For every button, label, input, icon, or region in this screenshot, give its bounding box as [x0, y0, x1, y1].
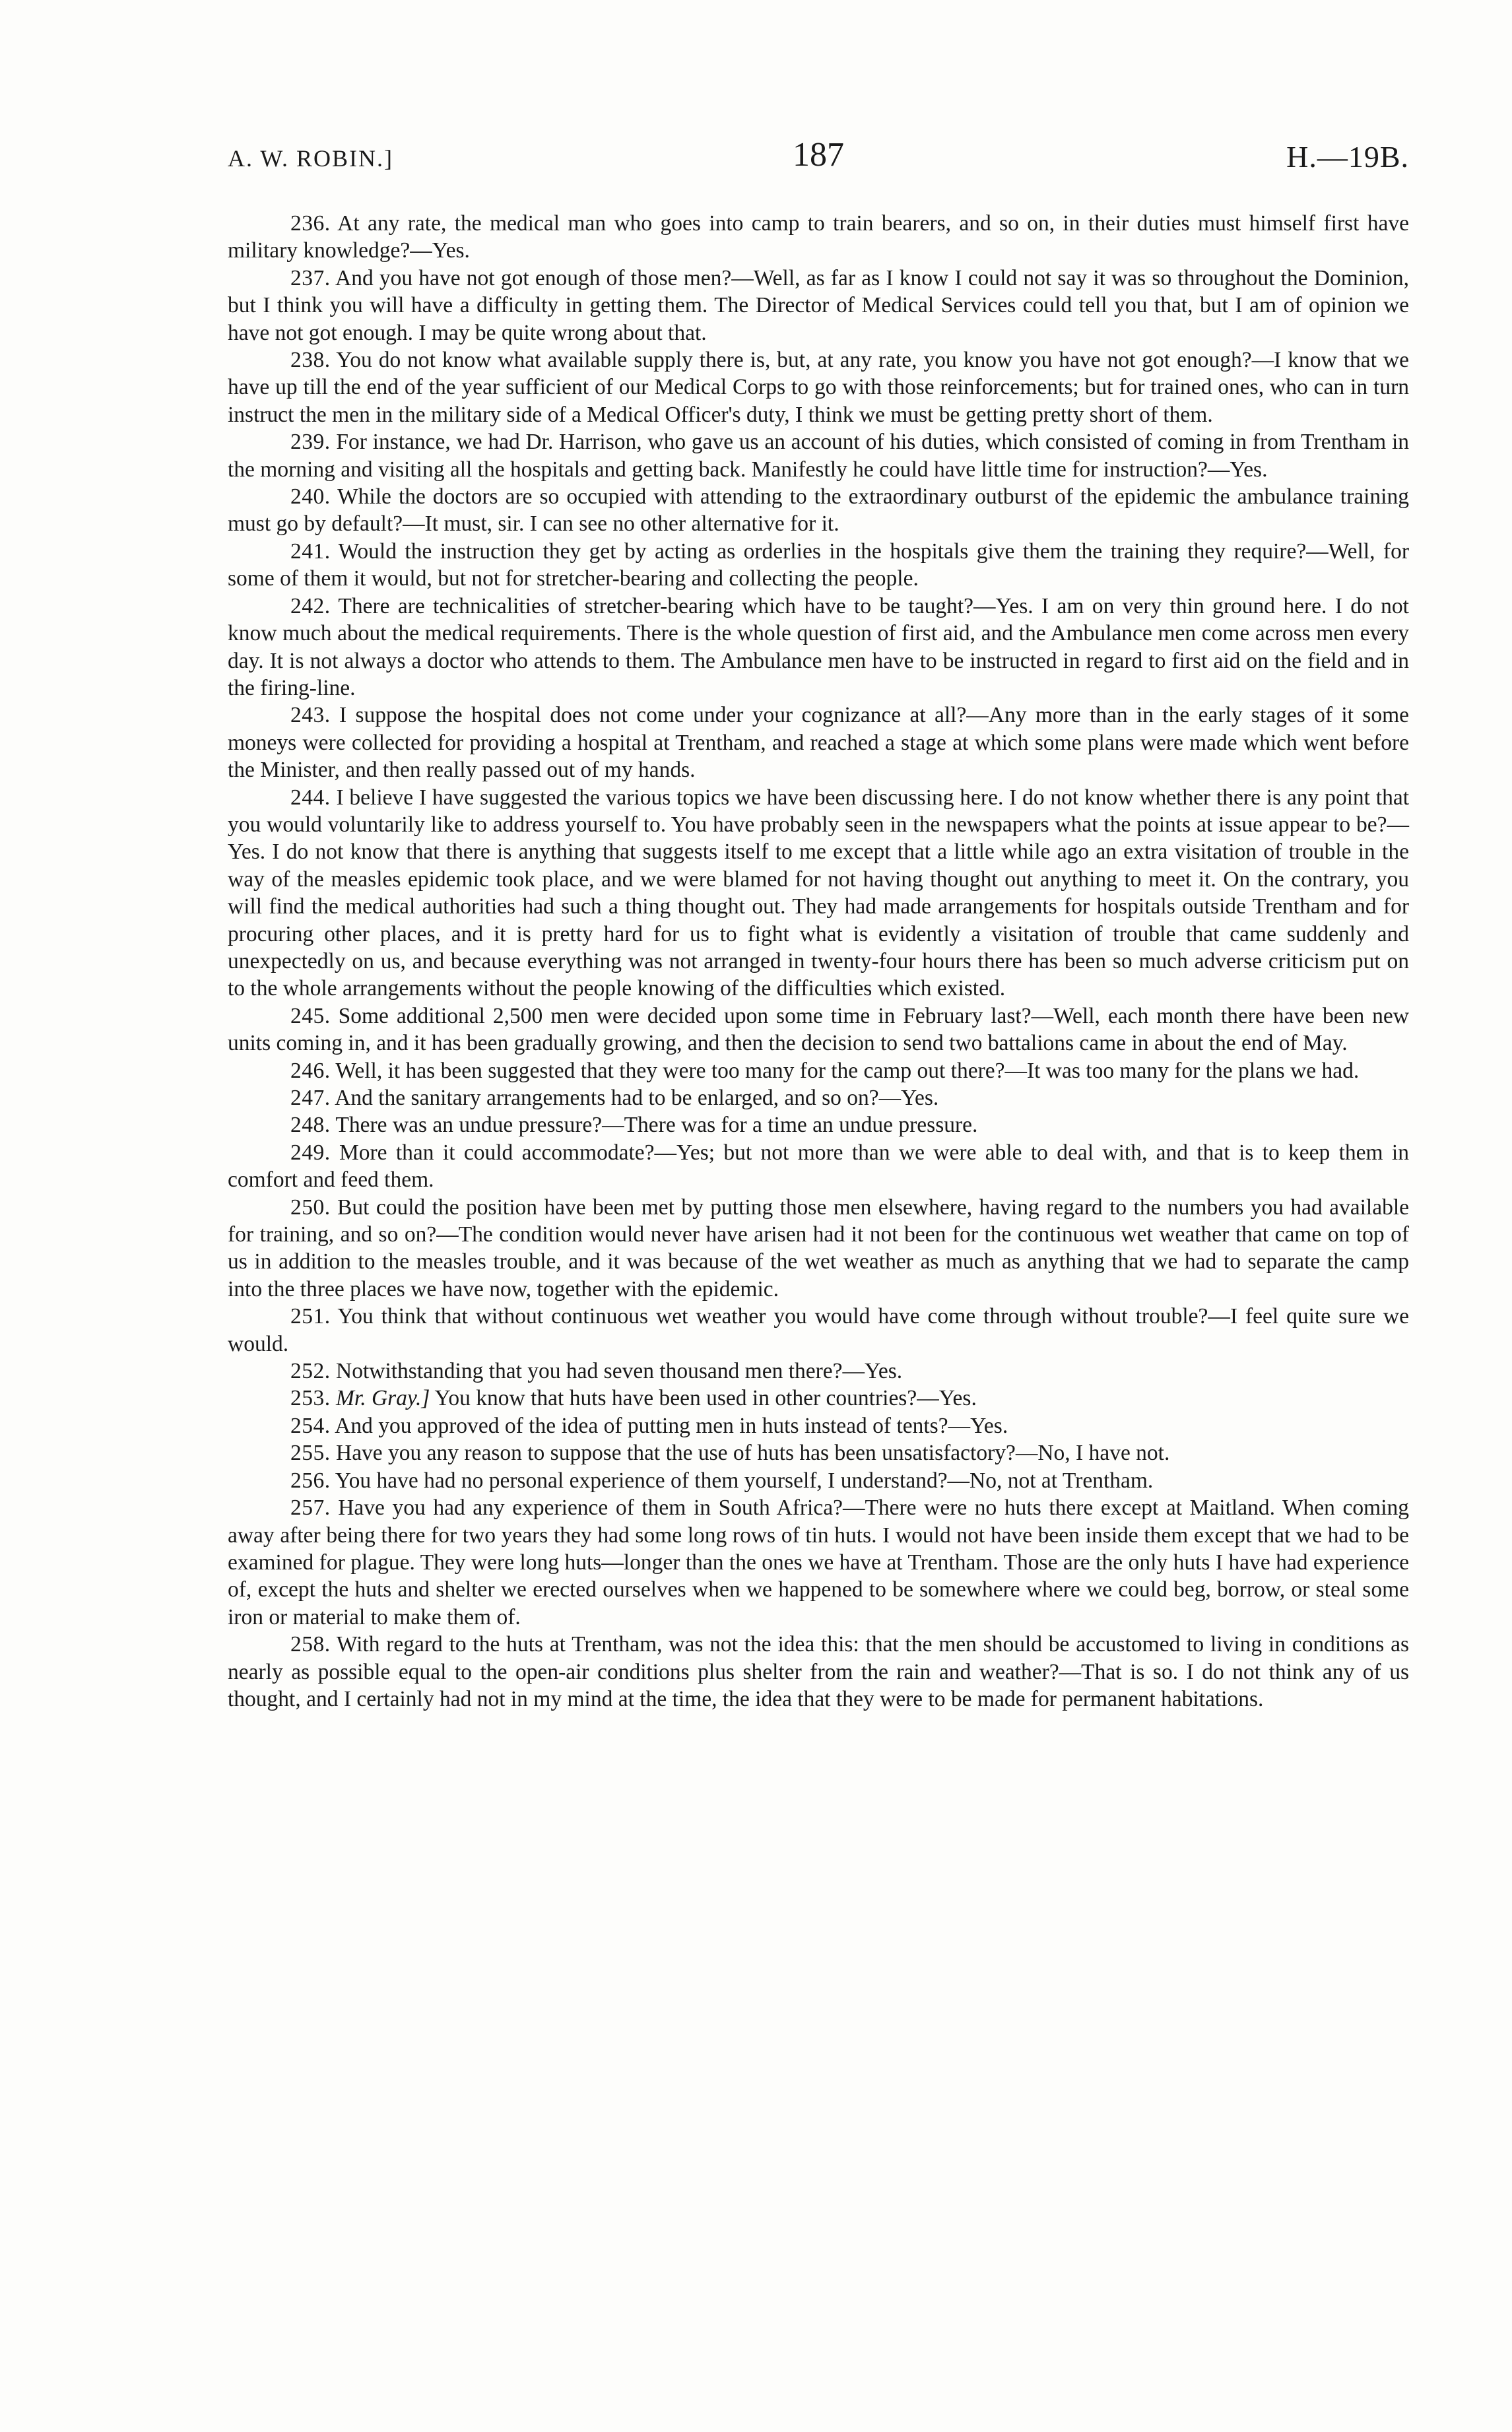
- transcript-paragraph: [228, 1002, 1409, 1057]
- paragraph-text: Have you any reason to suppose that the use of huts has been unsatisfactory?—No, I have not.: [336, 1441, 1170, 1466]
- question-number: 243.: [290, 703, 331, 728]
- paragraph-text: You know that huts have been used in other countries?—Yes.: [434, 1386, 977, 1411]
- paragraph-text: With regard to the huts at Trentham, was not the idea this: that the men should be accustomed to living in conditions as nearly as possible equal to the open-air conditions plus shelter from the rain and weather?—That is so. I do not think any of us thought, and I certainly had not in my mind at the time, the idea that they were to be made for permanent habitations.: [228, 1632, 1409, 1711]
- transcript-paragraph: [228, 538, 1409, 593]
- question-number: 246.: [290, 1058, 331, 1083]
- question-number: 239.: [290, 430, 331, 455]
- paragraph-text: More than it could accommodate?—Yes; but not more than we were able to deal with, and that is to keep them in comfort and feed them.: [228, 1140, 1409, 1193]
- paragraph-text: You do not know what available supply there is, but, at any rate, you know you have not got enough?—I know that we have up till the end of the year sufficient of our Medical Corps to go with those reinforcements; but for trained ones, who can in turn instruct the men in the military side of a Medical Officer's duty, I think we must be getting pretty short of them.: [228, 348, 1409, 427]
- transcript-paragraph: [228, 593, 1409, 702]
- paragraph-text: There was an undue pressure?—There was for a time an undue pressure.: [335, 1113, 978, 1138]
- transcript-paragraph: [228, 1194, 1409, 1303]
- paragraph-text: You have had no personal experience of them yourself, I understand?—No, not at Trentham.: [335, 1468, 1154, 1493]
- question-number: 257.: [290, 1495, 331, 1521]
- paragraph-text: Would the instruction they get by acting as orderlies in the hospitals give them the training they require?—Well, for some of them it would, but not for stretcher-bearing and collecting the people.: [228, 539, 1409, 591]
- paragraph-text: Have you had any experience of them in South Africa?—There were no huts there except at Maitland. When coming away after being there for two years they had some long rows of tin huts. I would not have been inside them except that we had to be examined for plague. They were long huts—longer than the ones we have at Trentham. Those are the only huts I have had experience of, except the huts and shelter we erected ourselves when we happened to be somewhere where we could beg, borrow, or steal some iron or material to make them of.: [228, 1495, 1409, 1629]
- transcript-paragraph: [228, 784, 1409, 1002]
- paragraph-text: Notwithstanding that you had seven thousand men there?—Yes.: [336, 1359, 903, 1384]
- paragraph-text: And you approved of the idea of putting men in huts instead of tents?—Yes.: [335, 1413, 1008, 1438]
- speaker-name: Mr. Gray.]: [336, 1386, 430, 1411]
- question-number: 237.: [290, 265, 331, 290]
- question-number: 241.: [290, 539, 331, 564]
- question-number: 250.: [290, 1195, 331, 1220]
- transcript-paragraph: [228, 1057, 1409, 1084]
- transcript-paragraph: [228, 702, 1409, 783]
- paragraph-text: Some additional 2,500 men were decided upon some time in February last?—Well, each month there have been new units coming in, and it has been gradually growing, and then the decision to send two battalions came in about the end of May.: [228, 1003, 1409, 1056]
- question-number: 244.: [290, 785, 331, 810]
- paper-reference: H.—19B.: [1286, 140, 1409, 174]
- paragraph-text: And you have not got enough of those men?—Well, as far as I know I could not say it was so throughout the Dominion, but I think you will have a difficulty in getting them. The Director of Medical Services could tell you that, but I am of opinion we have not got enough. I may be quite wrong about that.: [228, 265, 1410, 345]
- transcript-paragraph: [228, 1303, 1409, 1358]
- transcript-paragraph: [228, 1439, 1409, 1466]
- question-number: 252.: [290, 1359, 331, 1384]
- paragraph-text: But could the position have been met by putting those men elsewhere, having regard to the numbers you had available for training, and so on?—The condition would never have arisen had it not been for the continuous wet weather that came on top of us in addition to the measles trouble, and it was because of the wet weather as much as anything that we had to separate the camp into the three places we have now, together with the epidemic.: [228, 1195, 1410, 1301]
- paragraph-text: While the doctors are so occupied with attending to the extraordinary outburst of the epidemic the ambulance training must go by default?—It must, sir. I can see no other alternative for it.: [228, 484, 1409, 537]
- paragraph-text: There are technicalities of stretcher-bearing which have to be taught?—Yes. I am on very thin ground here. I do not know much about the medical requirements. There is the whole question of first aid, and the Ambulance men come across men every day. It is not always a doctor who attends to them. The Ambulance men have to be instructed in regard to first aid on the field and in the firing-line.: [228, 593, 1409, 700]
- transcript-paragraph: [228, 1412, 1409, 1439]
- paragraph-text: I believe I have suggested the various topics we have been discussing here. I do not know whether there is any point that you would voluntarily like to address yourself to. You have probably seen in the newspapers what the points at issue appear to be?—Yes. I do not know that there is anything that suggests itself to me except that a little while ago an extra visitation of trouble in the way of the measles epidemic took place, and we were blamed for not having thought out anything to meet it. On the contrary, you will find the medical authorities had such a thing thought out. They had made arrangements for hospitals outside Trentham and for procuring other places, and it is pretty hard for us to fight what is evidently a visitation of trouble that came suddenly and unexpectedly on us, and because everything was not arranged in twenty-four hours there has been so much adverse criticism put on to the whole arrangements without the people knowing of the difficulties which existed.: [228, 785, 1410, 1001]
- question-number: 255.: [290, 1441, 331, 1466]
- paragraph-text: At any rate, the medical man who goes into camp to train bearers, and so on, in their duties must himself first have military knowledge?—Yes.: [228, 211, 1409, 263]
- question-number: 254.: [290, 1413, 331, 1438]
- question-number: 253.: [290, 1386, 331, 1411]
- question-number: 256.: [290, 1468, 331, 1493]
- transcript-paragraph: [228, 1084, 1409, 1111]
- witness-name: A. W. ROBIN.]: [228, 145, 394, 172]
- paragraph-text: You think that without continuous wet weather you would have come through without trouble?—I feel quite sure we would.: [228, 1304, 1409, 1356]
- transcript-paragraph: [228, 1631, 1409, 1713]
- transcript-paragraph: [228, 210, 1409, 265]
- question-number: 245.: [290, 1003, 331, 1028]
- question-number: 258.: [290, 1632, 331, 1657]
- page-header: [228, 135, 1409, 181]
- question-number: 242.: [290, 593, 331, 618]
- transcript-paragraph: [228, 1139, 1409, 1194]
- transcript-paragraph: [228, 1358, 1409, 1385]
- transcript-paragraph: [228, 428, 1409, 483]
- transcript-paragraph: [228, 1467, 1409, 1494]
- transcript-paragraph: [228, 1385, 1409, 1412]
- paragraph-text: And the sanitary arrangements had to be enlarged, and so on?—Yes.: [335, 1086, 939, 1110]
- paragraph-text: Well, it has been suggested that they were too many for the camp out there?—It was too many for the plans we had.: [335, 1058, 1360, 1083]
- paragraph-text: I suppose the hospital does not come under your cognizance at all?—Any more than in the early stages of it some moneys were collected for providing a hospital at Trentham, and reached a stage at which some plans were made which went before the Minister, and then really passed out of my hands.: [228, 703, 1410, 783]
- transcript-paragraph: [228, 1494, 1409, 1631]
- question-number: 247.: [290, 1086, 331, 1110]
- transcript-paragraph: [228, 346, 1409, 428]
- transcript-body: [228, 210, 1409, 1713]
- question-number: 251.: [290, 1304, 331, 1329]
- page-number: 187: [793, 136, 844, 174]
- question-number: 249.: [290, 1140, 331, 1165]
- question-number: 238.: [290, 348, 331, 373]
- question-number: 248.: [290, 1113, 331, 1138]
- question-number: 236.: [290, 211, 331, 236]
- transcript-paragraph: [228, 265, 1409, 346]
- transcript-paragraph: [228, 1111, 1409, 1138]
- paragraph-text: For instance, we had Dr. Harrison, who gave us an account of his duties, which consisted of coming in from Trentham in the morning and visiting all the hospitals and getting back. Manifestly he could have little time for instruction?—Yes.: [228, 430, 1410, 482]
- transcript-paragraph: [228, 483, 1409, 538]
- question-number: 240.: [290, 484, 331, 509]
